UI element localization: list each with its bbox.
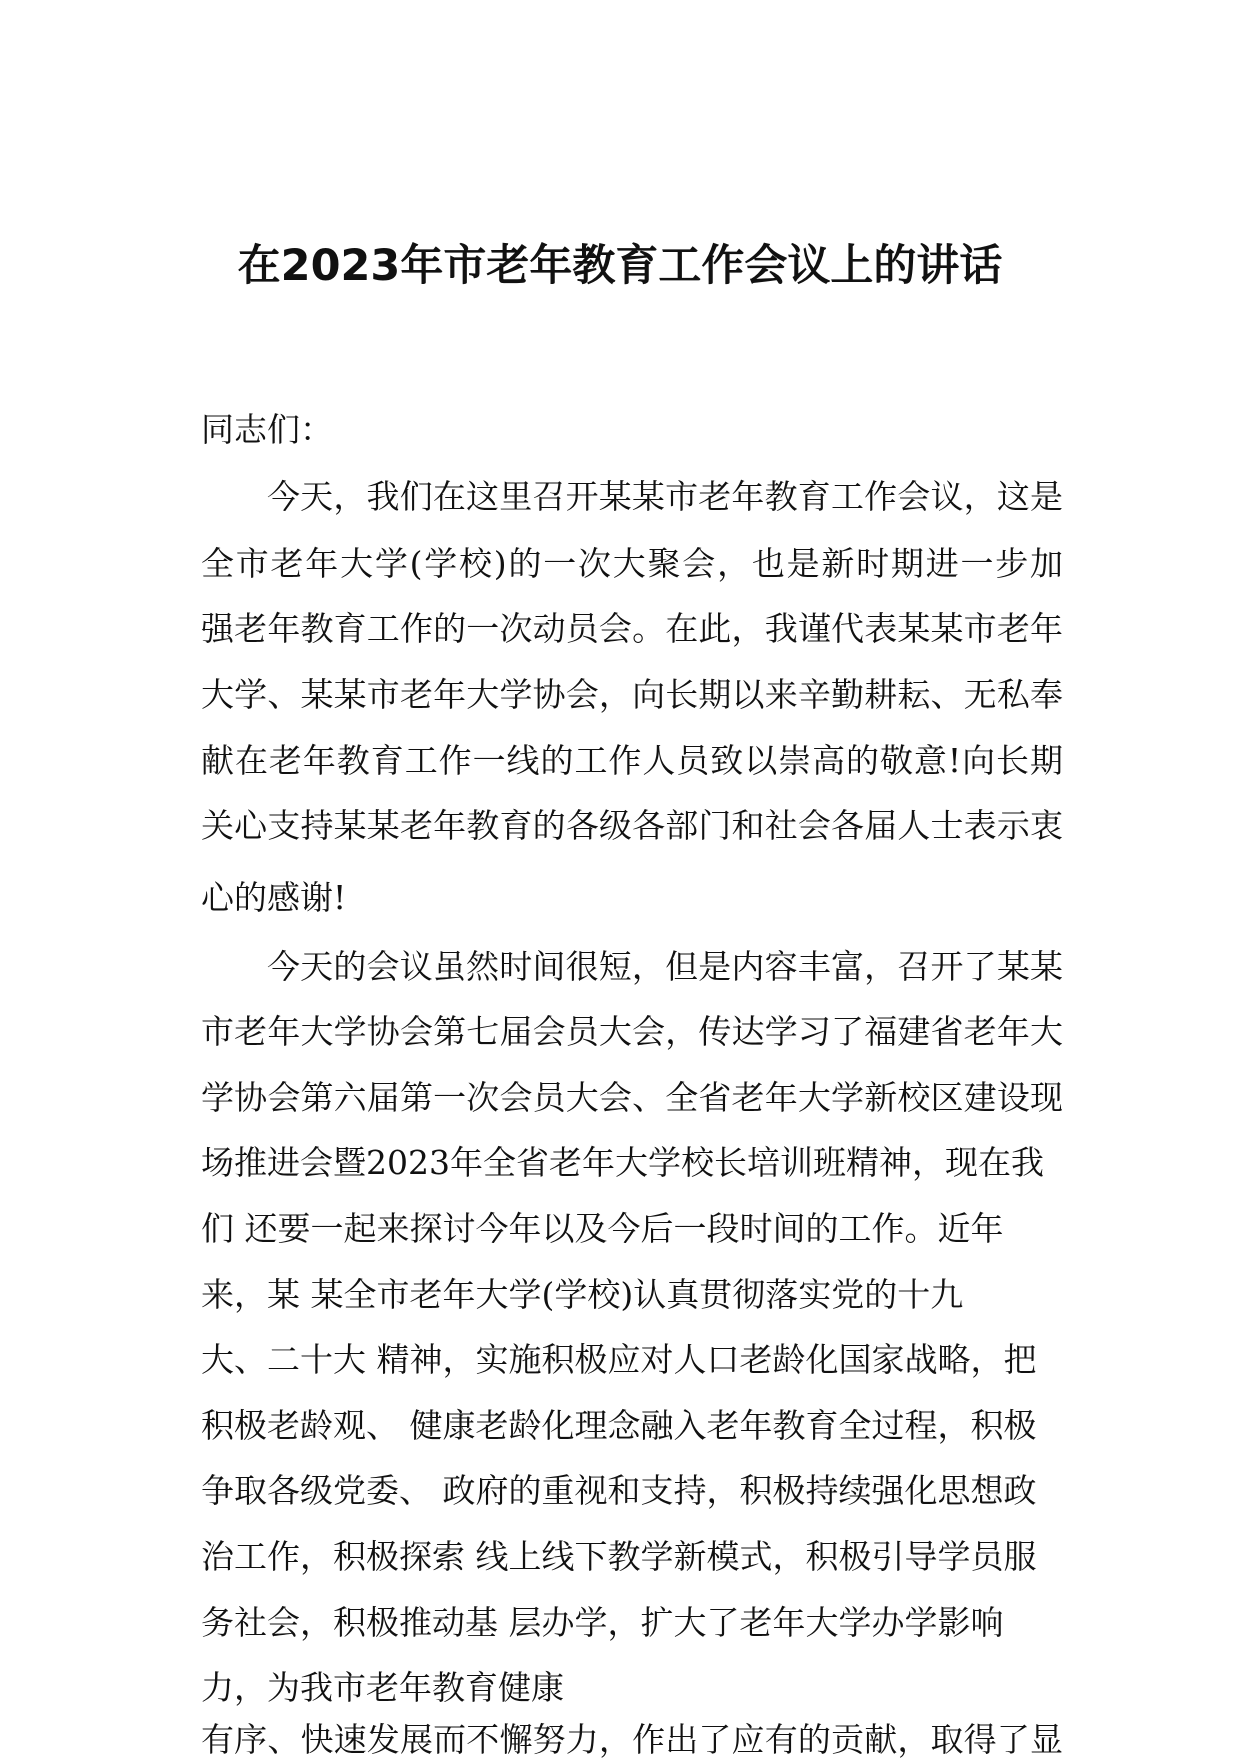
- body-line: 全市老年大学(学校)的一次大聚会，也是新时期进一步加: [201, 544, 1063, 583]
- body-line: 争取各级党委、 政府的重视和支持，积极持续强化思想政: [201, 1471, 1037, 1510]
- body-line: 大学、某某市老年大学协会，向长期以来辛勤耕耘、无私奉: [201, 675, 1063, 714]
- body-line: 市老年大学协会第七届会员大会，传达学习了福建省老年大: [201, 1012, 1063, 1051]
- body-line: 关心支持某某老年教育的各级各部门和社会各届人士表示衷: [201, 806, 1063, 845]
- document-title: 在2023年市老年教育工作会议上的讲话: [237, 241, 1003, 291]
- body-line: 来，某 某全市老年大学(学校)认真贯彻落实党的十九: [201, 1275, 964, 1314]
- body-line: 大、二十大 精神，实施积极应对人口老龄化国家战略，把: [201, 1340, 1037, 1379]
- body-line: 今天的会议虽然时间很短，但是内容丰富，召开了某某: [267, 947, 1063, 986]
- body-line: 治工作，积极探索 线上线下教学新模式，积极引导学员服: [201, 1537, 1037, 1576]
- body-line: 学协会第六届第一次会员大会、全省老年大学新校区建设现: [201, 1078, 1063, 1117]
- body-line: 强老年教育工作的一次动员会。在此，我谨代表某某市老年: [201, 609, 1063, 648]
- body-line: 场推进会暨2023年全省老年大学校长培训班精神，现在我: [201, 1143, 1044, 1182]
- body-line: 献在老年教育工作一线的工作人员致以崇高的敬意!向长期: [201, 741, 1063, 780]
- body-line: 心的感谢!: [201, 878, 347, 917]
- body-line: 务社会，积极推动基 层办学，扩大了老年大学办学影响: [201, 1603, 1004, 1642]
- body-line: 积极老龄观、 健康老龄化理念融入老年教育全过程，积极: [201, 1406, 1037, 1445]
- body-line: 有序、快速发展而不懈努力，作出了应有的贡献，取得了显: [201, 1720, 1063, 1759]
- body-line: 力，为我市老年教育健康: [201, 1668, 564, 1707]
- body-line: 们 还要一起来探讨今年以及今后一段时间的工作。近年: [201, 1209, 1004, 1248]
- body-line: 今天，我们在这里召开某某市老年教育工作会议，这是: [267, 477, 1063, 516]
- greeting: 同志们：: [201, 410, 333, 449]
